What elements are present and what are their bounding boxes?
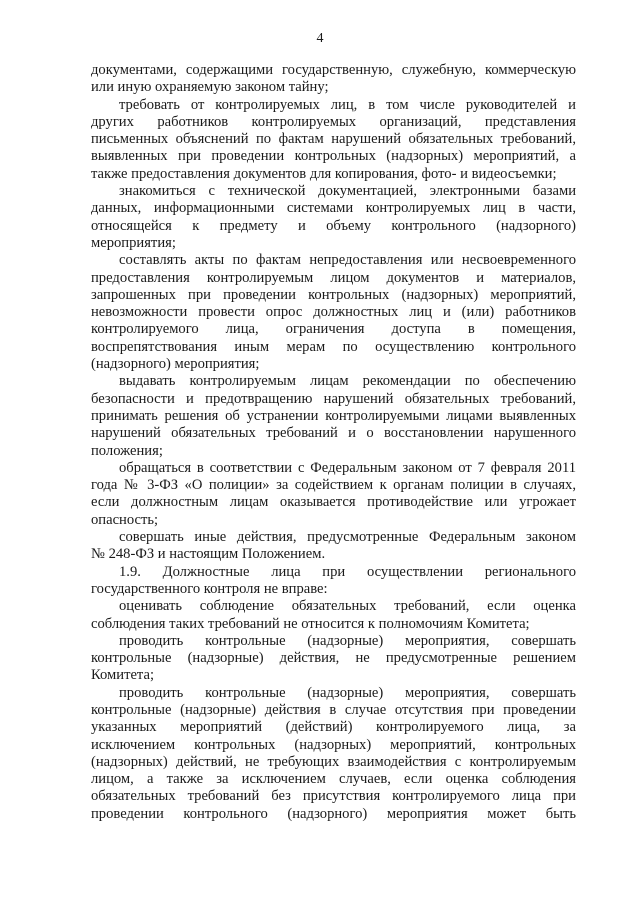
text-line: указанных мероприятий (действий) контролируемого лица, за: [91, 719, 576, 736]
text-line: положения;: [91, 442, 163, 459]
page-number: 4: [316, 31, 324, 46]
text-line: знакомиться с технической документацией, электронными базами: [119, 183, 576, 200]
text-line: обращаться в соответствии с Федеральным законом от 7 февраля 2011: [119, 459, 576, 476]
text-line: контрольные (надзорные) действия в случае отсутствия при проведении: [91, 701, 576, 718]
text-line: или иную охраняемую законом тайну;: [91, 79, 329, 96]
text-line: предоставления контролируемым лицом документов и материалов,: [91, 269, 576, 286]
text-line: контрольные (надзорные) действия, не предусмотренные решением: [91, 650, 576, 667]
text-line: года № 3-ФЗ «О полиции» за содействием к органам полиции в случаях,: [91, 477, 576, 494]
text-line: требовать от контролируемых лиц, в том числе руководителей и: [119, 96, 576, 113]
text-line: документами, содержащими государственную, служебную, коммерческую: [91, 62, 576, 78]
text-line: выдавать контролируемым лицам рекомендации по обеспечению: [119, 373, 576, 390]
text-line: (надзорных) действий, не требующих взаимодействия с контролируемым: [91, 753, 576, 770]
text-line: оценивать соблюдение обязательных требований, если оценка: [119, 598, 576, 615]
text-line: мероприятия;: [91, 234, 176, 251]
text-line: невозможности провести опрос должностных лиц и (или) работников: [91, 304, 576, 321]
text-line: 1.9. Должностные лица при осуществлении регионального: [119, 563, 576, 580]
text-line: проведении контрольного (надзорного) мероприятия может быть: [91, 805, 576, 822]
text-line: проводить контрольные (надзорные) мероприятия, совершать: [119, 632, 576, 649]
text-line: совершать иные действия, предусмотренные Федеральным законом: [119, 529, 576, 546]
text-line: соблюдения таких требований не относится к полномочиям Комитета;: [91, 615, 530, 632]
text-line: безопасности и предотвращению нарушений обязательных требований,: [91, 390, 576, 407]
text-line: если должностным лицам оказывается противодействие или угрожает: [91, 494, 576, 511]
text-line: опасность;: [91, 511, 159, 528]
text-line: контролируемого лица, ограничения доступа в помещения,: [91, 321, 576, 338]
text-line: обязательных требований без присутствия контролируемого лица при: [91, 788, 576, 805]
text-line: данных, информационными системами контролируемых лиц в части,: [91, 200, 576, 217]
text-line: принимать решения об устранении контролируемыми лицами выявленных: [91, 407, 576, 424]
text-line: выявленных при проведении контрольных (надзорных) мероприятий, а: [91, 148, 576, 165]
text-line: государственного контроля не вправе:: [91, 580, 328, 597]
text-line: № 248-ФЗ и настоящим Положением.: [91, 546, 326, 563]
text-line: других работников контролируемых организаций, представления: [91, 113, 576, 130]
text-line: проводить контрольные (надзорные) мероприятия, совершать: [119, 684, 576, 701]
text-line: Комитета;: [91, 667, 155, 684]
text-line: относящейся к предмету и объему контрольного (надзорного): [91, 217, 576, 234]
text-line: нарушений обязательных требований и о восстановлении нарушенного: [91, 425, 576, 442]
text-line: письменных объяснений по фактам нарушений обязательных требований,: [91, 131, 576, 148]
text-line: (надзорного) мероприятия;: [91, 356, 260, 373]
text-line: запрошенных при проведении контрольных (надзорных) мероприятий,: [91, 286, 576, 303]
text-line: также предоставления документов для копирования, фото- и видеосъемки;: [91, 165, 557, 182]
document-body: [91, 62, 576, 823]
text-line: составлять акты по фактам непредоставления или несвоевременного: [119, 252, 576, 269]
text-line: воспрепятствования иным мерам по осуществлению контрольного: [91, 338, 576, 355]
text-line: лицом, а также за исключением случаев, если оценка соблюдения: [91, 771, 576, 788]
text-line: исключением контрольных (надзорных) мероприятий, контрольных: [91, 736, 576, 753]
